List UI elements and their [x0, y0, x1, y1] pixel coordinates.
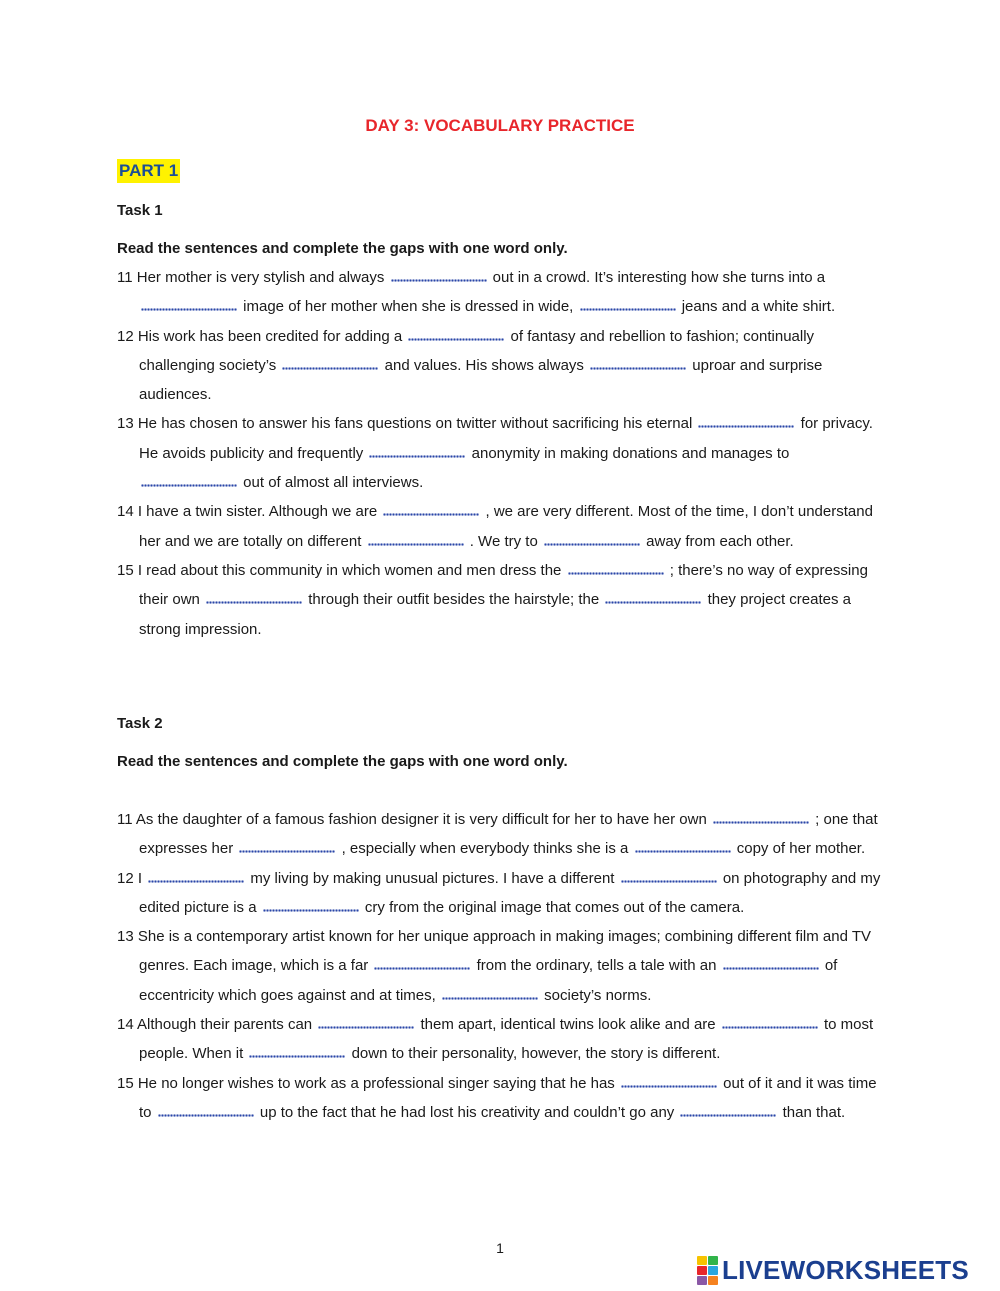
- sentence-text: 11 Her mother is very stylish and always: [117, 269, 385, 286]
- sentence-text: out of it and it was time to: [139, 1074, 877, 1121]
- sentence-text: ; there’s no way of expressing their own: [139, 561, 868, 609]
- sentence-text: for privacy. He avoids publicity and frequently: [139, 415, 873, 462]
- sentence-text: ; one that expresses her: [139, 811, 878, 858]
- sentence-text: out of almost all interviews.: [243, 474, 424, 492]
- sentence-text: , especially when everybody thinks she is a: [341, 840, 629, 858]
- answer-gap-input[interactable]: [590, 358, 686, 370]
- sentence-text: them apart, identical twins look alike and are: [420, 1016, 716, 1034]
- answer-gap-input[interactable]: [318, 1017, 414, 1029]
- answer-gap-input[interactable]: [383, 504, 479, 516]
- sentence-text: 14 I have a twin sister. Although we are: [117, 503, 378, 521]
- page-title: DAY 3: VOCABULARY PRACTICE: [365, 116, 635, 135]
- answer-gap-input[interactable]: [249, 1046, 345, 1058]
- sentence-text: copy of her mother.: [736, 840, 866, 858]
- answer-gap-input[interactable]: [148, 871, 244, 883]
- answer-gap-input[interactable]: [408, 329, 504, 341]
- answer-gap-input[interactable]: [442, 988, 538, 1000]
- sentence-text: uproar and surprise audiences.: [139, 356, 823, 404]
- answer-gap-input[interactable]: [680, 1105, 776, 1117]
- sentence-text: of fantasy and rebellion to fashion; continually challenging society’s: [139, 327, 815, 374]
- sentence-text: out in a crowd. It’s interesting how she turns into a: [492, 269, 826, 286]
- answer-gap-input[interactable]: [141, 299, 237, 311]
- answer-gap-input[interactable]: [368, 534, 464, 546]
- answer-gap-input[interactable]: [239, 841, 335, 853]
- exercise-item: [117, 1010, 887, 1069]
- answer-gap-input[interactable]: [544, 534, 640, 546]
- sentence-text: 13 She is a contemporary artist known for her unique approach in making images; combining different film and TV genres. Each image, which is a far: [117, 928, 872, 975]
- exercise-item: [117, 1069, 887, 1128]
- sentence-text: image of her mother when she is dressed in wide,: [243, 298, 574, 316]
- exercise-item: [117, 497, 887, 556]
- answer-gap-input[interactable]: [713, 812, 809, 824]
- answer-gap-input[interactable]: [158, 1105, 254, 1117]
- answer-gap-input[interactable]: [698, 416, 794, 428]
- sentence-text: than that.: [782, 1103, 846, 1121]
- page-number: 1: [496, 1240, 504, 1256]
- sentence-text: down to their personality, however, the story is different.: [351, 1045, 721, 1063]
- liveworksheets-brand: [697, 1255, 969, 1285]
- sentence-text: , we are very different. Most of the time, I don’t understand her and we are totally on different: [139, 503, 873, 550]
- sentence-text: up to the fact that he had lost his creativity and couldn’t go any: [259, 1103, 675, 1121]
- answer-gap-input[interactable]: [141, 475, 237, 487]
- sentence-text: away from each other.: [646, 532, 794, 550]
- answer-gap-input[interactable]: [605, 592, 701, 604]
- sentence-text: 13 He has chosen to answer his fans questions on twitter without sacrificing his eternal: [117, 415, 693, 433]
- answer-gap-input[interactable]: [369, 446, 465, 458]
- task1-heading: Task 1: [117, 202, 163, 219]
- sentence-text: 15 He no longer wishes to work as a professional singer saying that he has: [117, 1074, 615, 1092]
- sentence-text: 15 I read about this community in which women and men dress the: [117, 561, 562, 579]
- answer-gap-input[interactable]: [263, 900, 359, 912]
- sentence-text: my living by making unusual pictures. I have a different: [250, 869, 615, 887]
- exercise-item: [117, 922, 887, 1010]
- answer-gap-input[interactable]: [621, 871, 717, 883]
- answer-gap-input[interactable]: [282, 358, 378, 370]
- answer-gap-input[interactable]: [580, 299, 676, 311]
- answer-gap-input[interactable]: [568, 563, 664, 575]
- sentence-text: on photography and my edited picture is a: [139, 869, 881, 916]
- sentence-text: 12 I: [117, 869, 143, 887]
- sentence-text: 12 His work has been credited for adding a: [117, 327, 403, 345]
- task1-instruction: Read the sentences and complete the gaps with one word only.: [117, 240, 568, 257]
- answer-gap-input[interactable]: [206, 592, 302, 604]
- answer-gap-input[interactable]: [722, 1017, 818, 1029]
- sentence-text: 14 Although their parents can: [117, 1016, 313, 1034]
- exercise-item: [117, 556, 887, 644]
- sentence-text: and values. His shows always: [384, 356, 584, 374]
- task2-items: [117, 805, 887, 1127]
- sentence-text: jeans and a white shirt.: [681, 298, 836, 316]
- exercise-item: [117, 409, 887, 497]
- sentence-text: of eccentricity which goes against and at times,: [139, 957, 838, 1004]
- sentence-text: cry from the original image that comes out of the camera.: [364, 898, 745, 916]
- brand-text: LIVEWORKSHEETS: [722, 1254, 969, 1285]
- sentence-text: they project creates a strong impression.: [139, 591, 851, 638]
- exercise-item: [117, 263, 887, 322]
- answer-gap-input[interactable]: [723, 958, 819, 970]
- task2-heading: Task 2: [117, 715, 163, 732]
- sentence-text: society’s norms.: [544, 986, 652, 1004]
- liveworksheets-logo-icon: [697, 1256, 718, 1285]
- sentence-text: 11 As the daughter of a famous fashion designer it is very difficult for her to have her own: [117, 811, 707, 828]
- task2-instruction: Read the sentences and complete the gaps with one word only.: [117, 753, 568, 770]
- answer-gap-input[interactable]: [374, 958, 470, 970]
- task1-items: [117, 263, 887, 644]
- sentence-text: to most people. When it: [139, 1016, 874, 1063]
- sentence-text: through their outfit besides the hairstyle; the: [308, 591, 600, 609]
- answer-gap-input[interactable]: [635, 841, 731, 853]
- answer-gap-input[interactable]: [391, 270, 487, 282]
- exercise-item: [117, 805, 887, 864]
- part-label: PART 1: [117, 159, 180, 183]
- exercise-item: [117, 322, 887, 410]
- answer-gap-input[interactable]: [621, 1076, 717, 1088]
- exercise-item: [117, 864, 887, 923]
- sentence-text: . We try to: [469, 532, 538, 550]
- sentence-text: from the ordinary, tells a tale with an: [476, 957, 717, 975]
- sentence-text: anonymity in making donations and manages to: [471, 444, 790, 462]
